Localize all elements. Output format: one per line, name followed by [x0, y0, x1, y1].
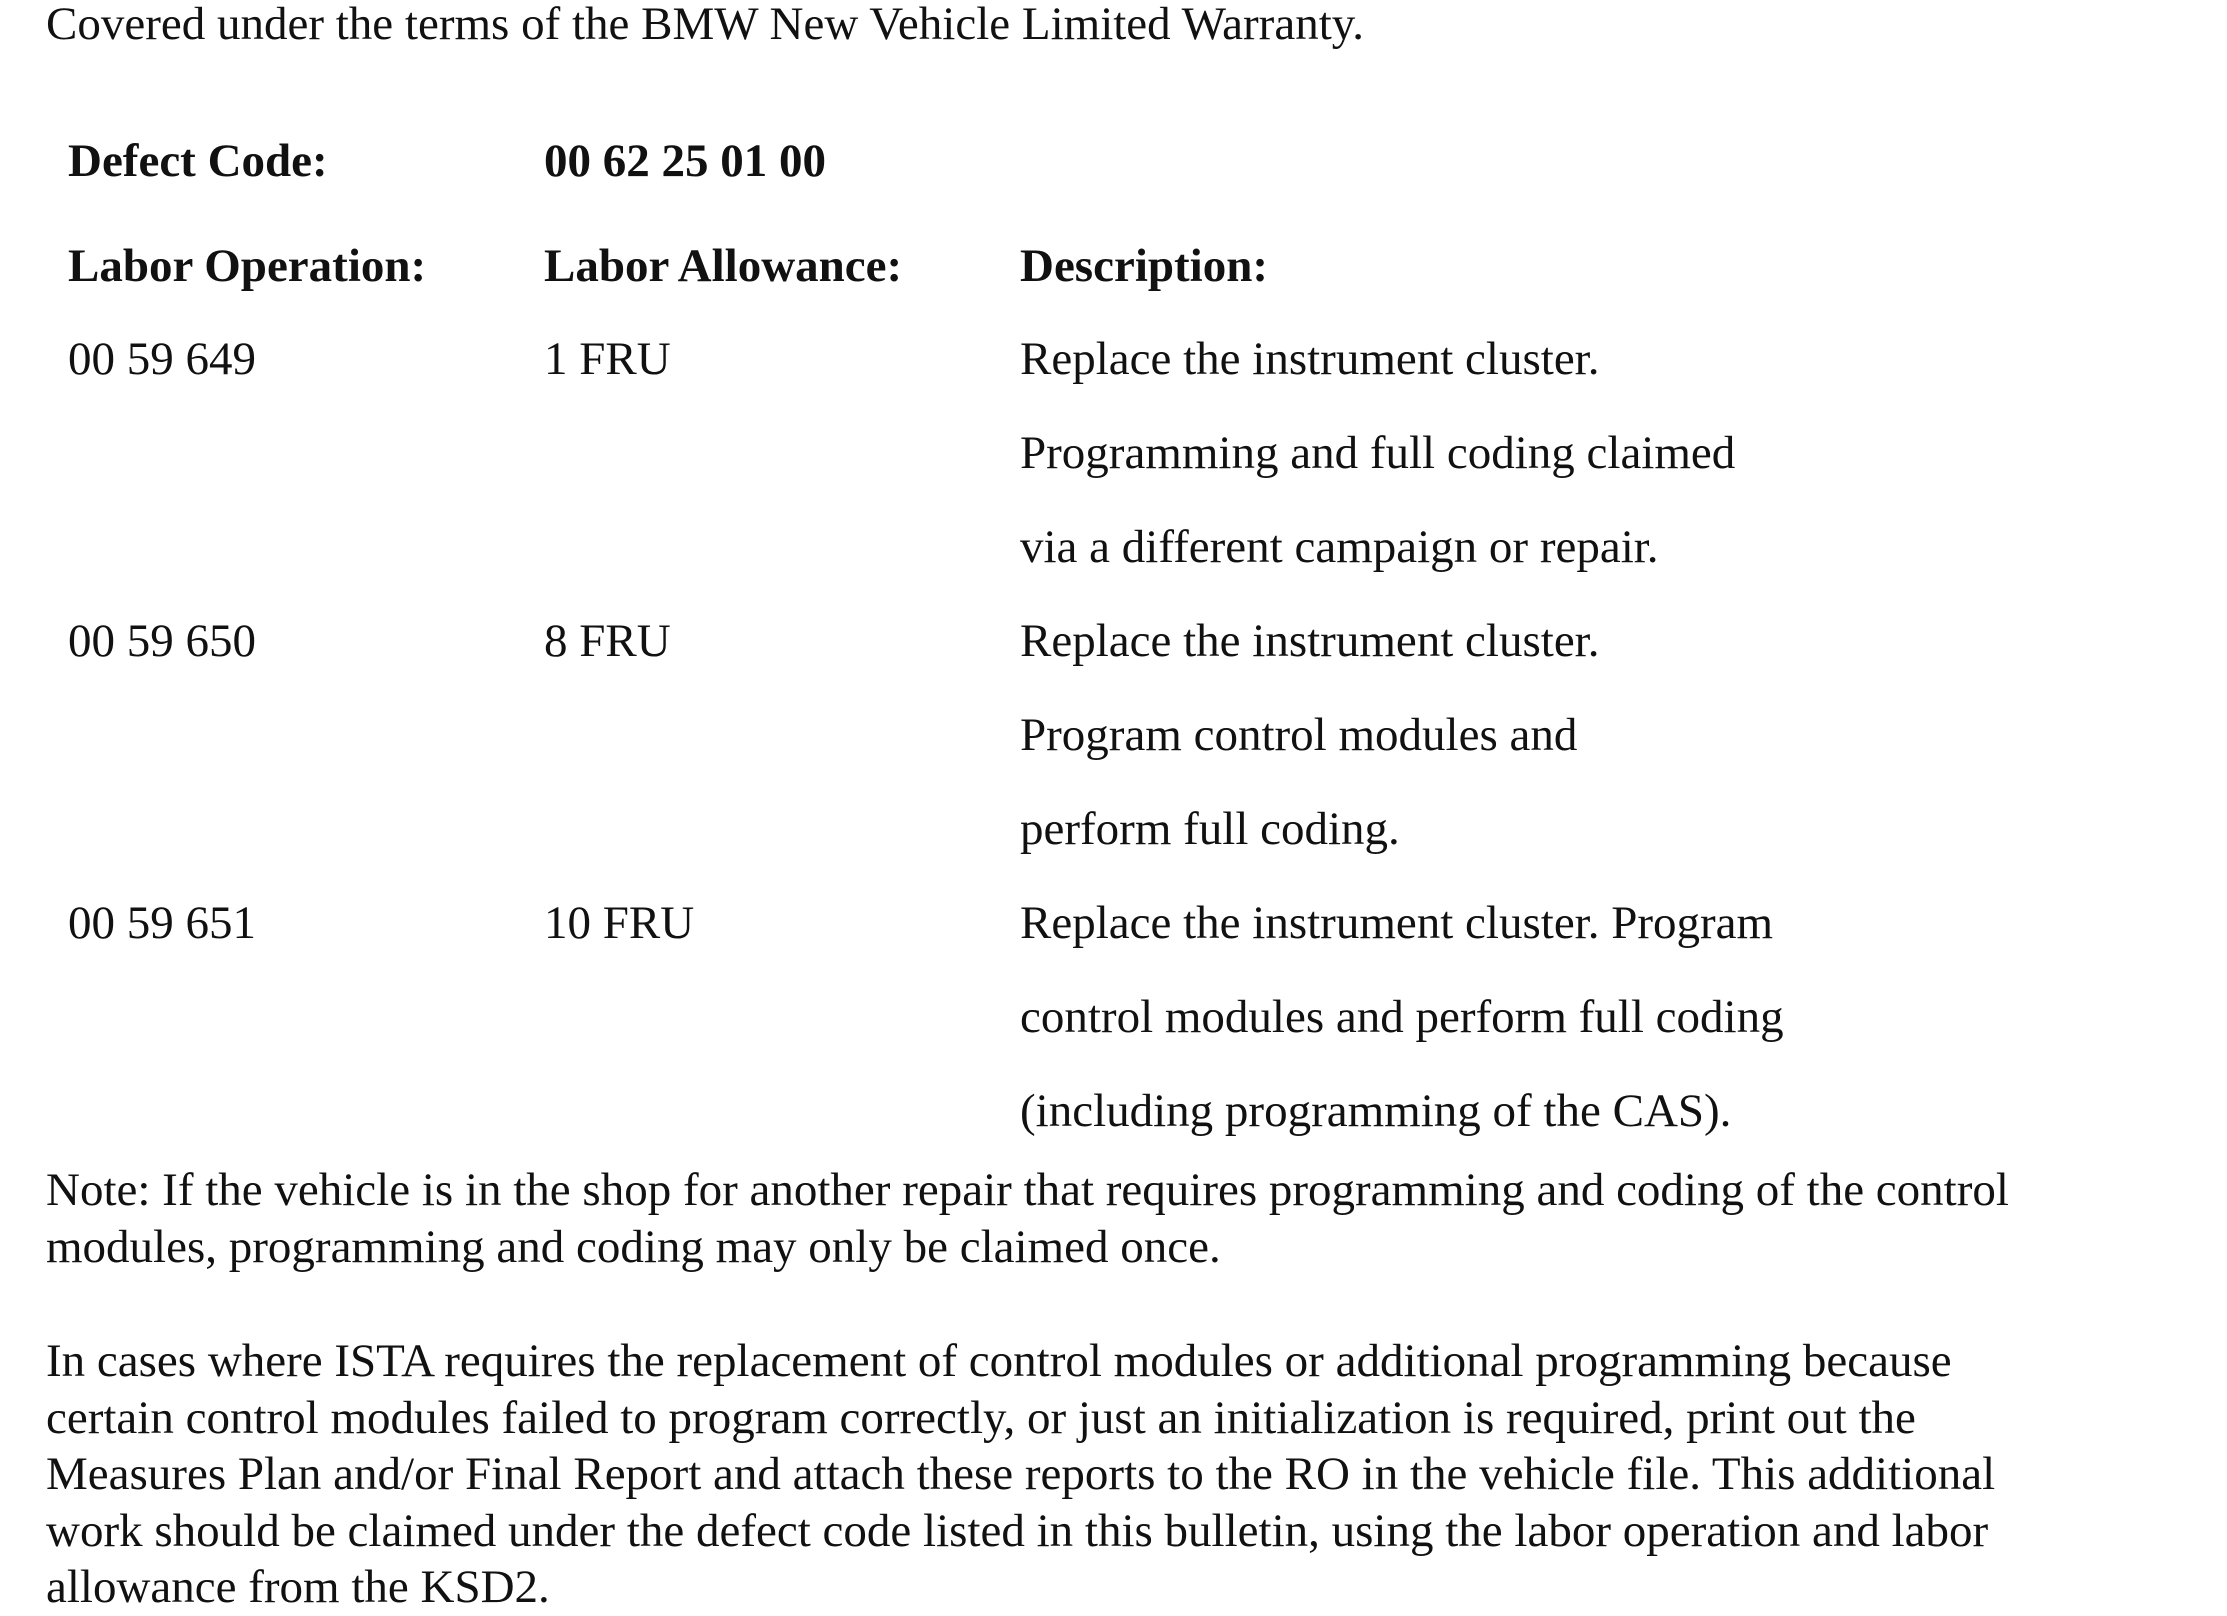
paragraph-line: Measures Plan and/or Final Report and attach these reports to the RO in the vehicle file. This additional: [46, 1448, 1996, 1500]
description-line: perform full coding.: [1020, 803, 1400, 855]
ista-paragraph: [46, 1333, 2196, 1616]
note-paragraph: [46, 1162, 2196, 1275]
labor-allowance-cell: 8 FRU: [544, 615, 671, 667]
description-line: Programming and full coding claimed: [1020, 427, 1736, 479]
description-line: (including programming of the CAS).: [1020, 1085, 1732, 1137]
description-line: via a different campaign or repair.: [1020, 521, 1659, 573]
note-line: modules, programming and coding may only be claimed once.: [46, 1220, 1221, 1273]
labor-operation-cell: 00 59 650: [68, 615, 256, 667]
header-labor-operation: Labor Operation:: [68, 240, 427, 292]
defect-code-value: 00 62 25 01 00: [544, 135, 826, 187]
header-description: Description:: [1020, 240, 1269, 292]
header-labor-allowance: Labor Allowance:: [544, 240, 903, 292]
paragraph-line: work should be claimed under the defect code listed in this bulletin, using the labor operation and labor: [46, 1504, 1989, 1557]
description-line: Replace the instrument cluster.: [1020, 333, 1600, 385]
labor-allowance-cell: 10 FRU: [544, 897, 695, 949]
description-line: Replace the instrument cluster. Program: [1020, 897, 1774, 949]
paragraph-line: In cases where ISTA requires the replacement of control modules or additional programming because: [46, 1335, 1952, 1387]
defect-code-label: Defect Code:: [68, 135, 328, 187]
description-line: control modules and perform full coding: [1020, 991, 1784, 1043]
labor-operation-cell: 00 59 649: [68, 333, 256, 385]
labor-allowance-cell: 1 FRU: [544, 333, 671, 385]
description-line: Program control modules and: [1020, 709, 1578, 761]
paragraph-line: certain control modules failed to program correctly, or just an initialization is required, print out the: [46, 1391, 1916, 1444]
intro-text: Covered under the terms of the BMW New Vehicle Limited Warranty.: [46, 0, 1364, 50]
labor-operation-cell: 00 59 651: [68, 897, 256, 949]
note-line: Note: If the vehicle is in the shop for another repair that requires programming and coding of the control: [46, 1164, 2009, 1216]
paragraph-line: allowance from the KSD2.: [46, 1561, 550, 1613]
description-line: Replace the instrument cluster.: [1020, 615, 1600, 667]
